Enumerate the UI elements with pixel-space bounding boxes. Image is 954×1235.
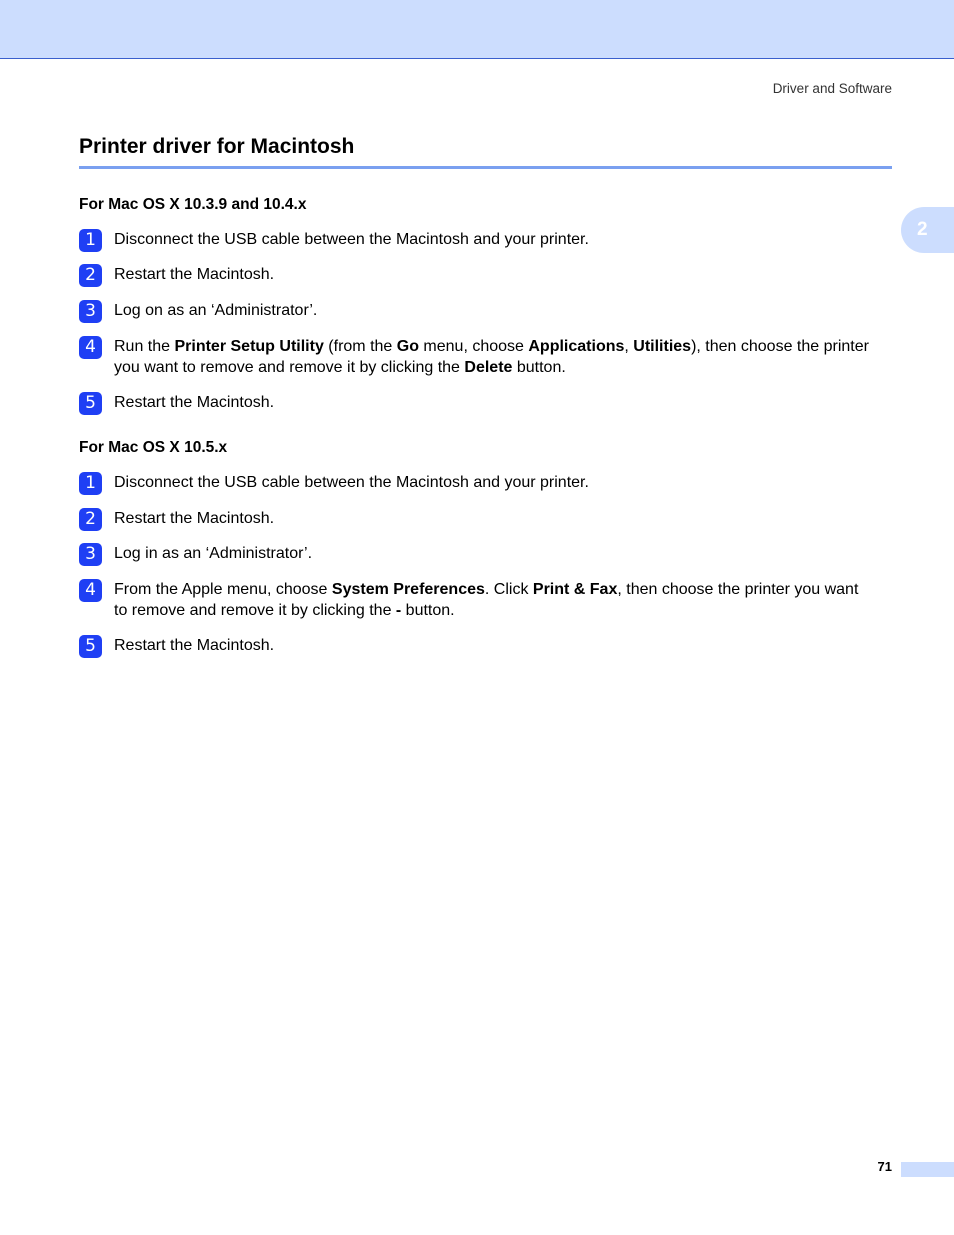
top-header-band xyxy=(0,0,954,59)
bold-term: Utilities xyxy=(633,338,692,355)
step-text: Restart the Macintosh. xyxy=(114,394,275,411)
step-number-badge: 5 xyxy=(79,392,102,415)
step-number-badge: 1 xyxy=(79,229,102,252)
step-number-badge: 2 xyxy=(79,508,102,531)
step-number-badge: 4 xyxy=(79,336,102,359)
step-number-badge: 1 xyxy=(79,472,102,495)
page-title: Printer driver for Macintosh xyxy=(79,135,355,158)
step-number-badge: 4 xyxy=(79,579,102,602)
step-text: Disconnect the USB cable between the Macintosh and your printer. xyxy=(114,231,589,248)
bold-term: System Preferences xyxy=(331,581,485,598)
page-number: 71 xyxy=(877,1159,892,1174)
bold-term: - xyxy=(395,601,402,619)
step-number-badge: 2 xyxy=(79,264,102,287)
step-text: Restart the Macintosh. xyxy=(114,266,275,283)
section-heading: For Mac OS X 10.3.9 and 10.4.x xyxy=(79,196,307,213)
page-number-bar xyxy=(901,1162,954,1177)
step-text: Log in as an ‘Administrator’. xyxy=(114,545,313,562)
step-text: Restart the Macintosh. xyxy=(114,510,275,527)
step-text: Restart the Macintosh. xyxy=(114,637,275,654)
step-number-badge: 5 xyxy=(79,635,102,658)
step-text: Run the Printer Setup Utility (from the Go menu, choose Applications, Utilities), then choose the printer you want to remove and remove it by clicking the Delete button. xyxy=(114,338,869,376)
section-heading: For Mac OS X 10.5.x xyxy=(79,439,228,456)
step-text: Log on as an ‘Administrator’. xyxy=(114,302,318,319)
step-text: From the Apple menu, choose System Preferences. Click Print & Fax, then choose the printer you want to remove and remove it by clicking the - button. xyxy=(114,581,859,619)
bold-term: Print & Fax xyxy=(532,581,618,598)
title-underline xyxy=(79,166,892,169)
step-number-badge: 3 xyxy=(79,543,102,566)
bold-term: Printer Setup Utility xyxy=(174,338,324,355)
bold-term: Go xyxy=(396,338,419,355)
bold-term: Delete xyxy=(464,358,513,376)
chapter-tab: 2 xyxy=(901,207,954,253)
bold-term: Applications xyxy=(528,338,625,355)
step-text: Disconnect the USB cable between the Macintosh and your printer. xyxy=(114,474,589,491)
step-number-badge: 3 xyxy=(79,300,102,323)
running-header: Driver and Software xyxy=(772,81,892,96)
